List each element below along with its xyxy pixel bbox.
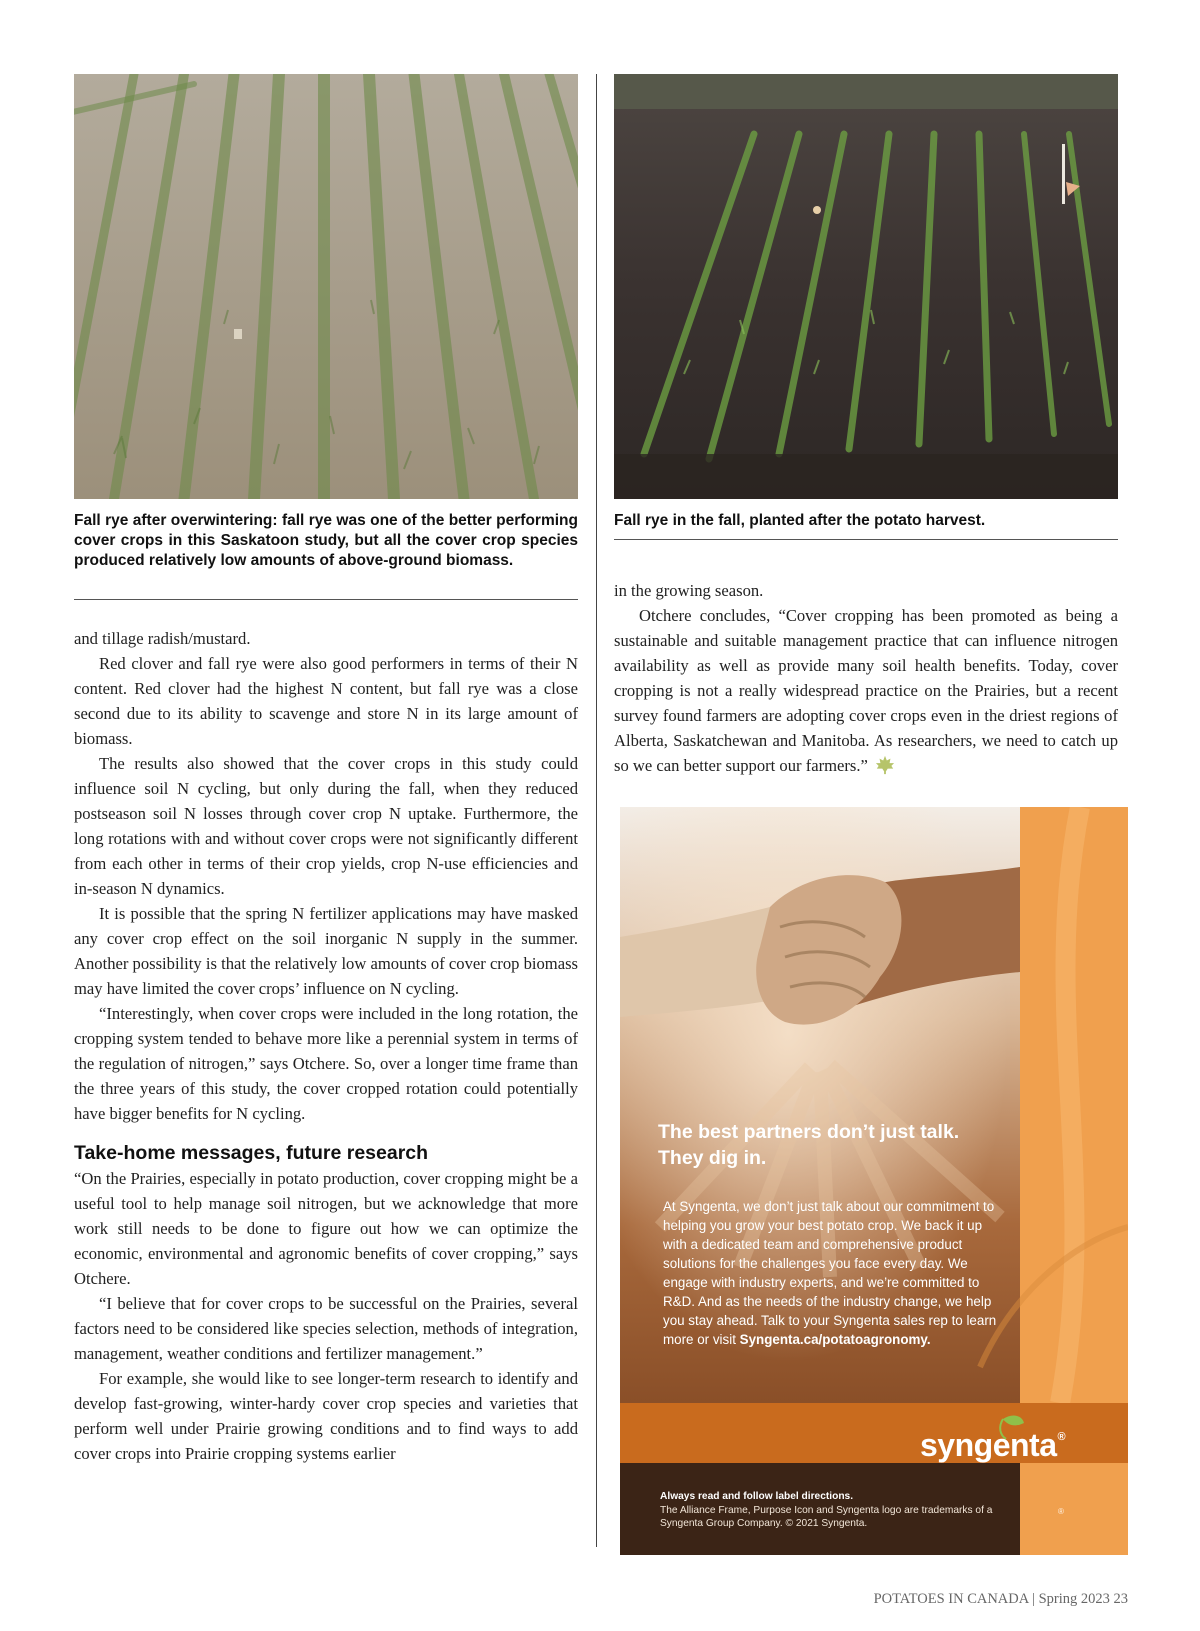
ad-headline-line1: The best partners don’t just talk. xyxy=(658,1121,960,1143)
article-left-column xyxy=(74,626,578,1466)
paragraph: The results also showed that the cover crops in this study could influence soil N cycling, but only during the fall, when they reduced postseason soil N losses through cover crop N uptake. Furthermore, the long rotations with and without cover crops were not significantly different from each other in terms of their crop yields, crop N-use efficiencies and in-season N dynamics. xyxy=(74,754,578,898)
paragraph: It is possible that the spring N fertilizer applications may have masked any cover crop effect on the soil inorganic N supply in the summer. Another possibility is that the relatively low amounts of cover crop biomass may have limited the cover crops’ influence on N cycling. xyxy=(74,904,578,998)
syngenta-advertisement[interactable] xyxy=(620,807,1128,1555)
page-footer: POTATOES IN CANADA | Spring 2023 23 xyxy=(873,1591,1128,1607)
paragraph: Red clover and fall rye were also good performers in terms of their N content. Red clover had the highest N content, but fall rye was a close second due to its ability to scavenge and store N in its large amount of biomass. xyxy=(74,654,578,748)
syngenta-logo-text: syngenta xyxy=(920,1427,1057,1463)
registered-mark: ® xyxy=(1057,1431,1066,1443)
ad-headline xyxy=(658,1119,1018,1171)
article-right-column xyxy=(614,578,1118,778)
ad-legal-text: The Alliance Frame, Purpose Icon and Syngenta logo are trademarks of a Syngenta Group Company. © 2021 Syngenta. xyxy=(660,1505,993,1529)
syngenta-logo xyxy=(920,1419,1065,1463)
left-caption-rule xyxy=(74,599,578,600)
maple-leaf-icon xyxy=(874,755,896,775)
right-photo-caption: Fall rye in the fall, planted after the potato harvest. xyxy=(614,512,986,529)
section-heading: Take-home messages, future research xyxy=(74,1142,429,1164)
paragraph: “I believe that for cover crops to be successful on the Prairies, several factors need to be considered like species selection, methods of integration, management, weather conditions and fertilizer management.” xyxy=(74,1294,578,1363)
paragraph: For example, she would like to see longer-term research to identify and develop fast-growing, winter-hardy cover crop species and varieties that perform well under Prairie growing conditions and to find ways to add cover crops into Prairie cropping systems earlier xyxy=(74,1369,578,1463)
ad-headline-line2: They dig in. xyxy=(658,1147,767,1169)
field-image-dark xyxy=(614,74,1118,499)
paragraph-text: Otchere concludes, “Cover cropping has been promoted as being a sustainable and suitable management practice that can influence nitrogen availability as well as provide many soil health benefits. Today, cover cropping is not a really widespread practice on the Prairies, but a recent survey found farmers are adopting cover crops even in the driest regions of Alberta, Saskatchewan and Manitoba. As researchers, we need to catch up so we can better support our farmers.” xyxy=(614,606,1118,775)
paragraph: “Interestingly, when cover crops were included in the long rotation, the cropping system tended to behave more like a perennial system in terms of the regulation of nitrogen,” says Otchere. So, over a longer time frame than the three years of this study, the cover cropped rotation could potentially have bigger benefits for N cycling. xyxy=(74,1004,578,1123)
field-image-light xyxy=(74,74,578,499)
photo-fall-rye-fall xyxy=(614,74,1118,499)
paragraph: and tillage radish/mustard. xyxy=(74,629,251,648)
right-caption-rule xyxy=(614,539,1118,540)
paragraph: “On the Prairies, especially in potato production, cover cropping might be a useful tool to help manage soil nitrogen, but we acknowledge that more work still needs to be done to figure out how we can optimize the economic, environmental and agronomic benefits of cover cropping,” says Otchere. xyxy=(74,1169,578,1288)
ad-legal-title: Always read and follow label directions. xyxy=(660,1491,854,1502)
ad-body xyxy=(663,1197,1008,1349)
column-divider xyxy=(596,74,597,1547)
photo-fall-rye-overwintering xyxy=(74,74,578,499)
paragraph: in the growing season. xyxy=(614,581,764,600)
ad-body-text: At Syngenta, we don’t just talk about our commitment to helping you grow your best potato crop. We back it up with a dedicated team and comprehensive product solutions for the challenges you face every day. We engage with industry experts, and we’re committed to R&D. And as the needs of the industry change, we help you stay ahead. Talk to your Syngenta sales rep to learn more or visit xyxy=(663,1199,997,1347)
ad-website-link[interactable]: Syngenta.ca/potatoagronomy. xyxy=(739,1332,931,1347)
paragraph-conclusion xyxy=(614,603,1118,778)
ad-small-mark: ® xyxy=(1058,1507,1064,1516)
left-photo-caption: Fall rye after overwintering: fall rye was one of the better performing cover crops in this Saskatoon study, but all the cover crop species produced relatively low amounts of above-ground biomass. xyxy=(74,512,578,569)
